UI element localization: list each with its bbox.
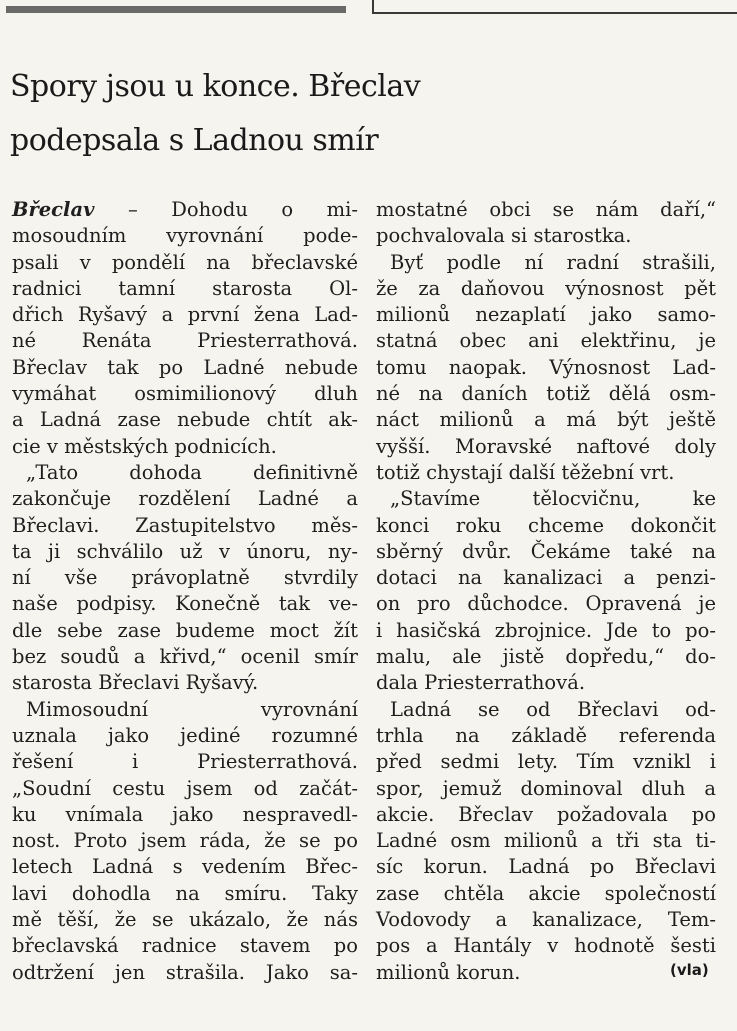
text-line: cie v městských podnicích. [12, 434, 277, 458]
text-line: Mimosoudní vyrovnání [26, 697, 358, 721]
text-line: uznala jako jediné rozumné [12, 723, 358, 747]
text-line: mosoudním vyrovnání pode- [12, 224, 358, 248]
text-line: ta ji schválilo už v únoru, ny- [12, 539, 358, 563]
text-line: letech Ladná s vedením Břec- [12, 855, 358, 879]
text-line: „Tato dohoda definitivně [26, 460, 358, 484]
text-line: vymáhat osmimilionový dluh [12, 382, 358, 406]
text-line: trhla na základě referenda [376, 723, 716, 747]
text-line: lavi dohodla na smíru. Taky [12, 881, 358, 905]
text-line: odtržení jen strašila. Jako sa- [12, 960, 358, 984]
text-line: dotaci na kanalizaci a penzi- [376, 566, 716, 590]
text-line: né na daních totiž dělá osm- [376, 382, 716, 406]
text-line: dala Priesterrathová. [376, 671, 586, 695]
text-line: Ladná se od Břeclavi od- [390, 697, 716, 721]
article-column-right [376, 197, 716, 986]
text-line: sběrný dvůr. Čekáme také na [376, 539, 716, 563]
text-line: Byť podle ní radní strašili, [390, 250, 716, 274]
text-line: Břeclavi. Zastupitelstvo měs- [12, 513, 358, 537]
article-column-left [12, 197, 358, 986]
text-line [12, 197, 358, 223]
text-line: nost. Proto jsem ráda, že se po [12, 829, 358, 853]
text-line: bez soudů a křivd,“ ocenil smír [12, 645, 358, 669]
text-line: i hasičská zbrojnice. Jde to po- [376, 618, 716, 642]
text-line: řešení i Priesterrathová. [12, 750, 358, 774]
text-line: milionů korun. [376, 960, 521, 984]
text-line: tomu naopak. Výnosnost Lad- [376, 355, 716, 379]
text-line: Ladné osm milionů a tři sta ti- [376, 829, 716, 853]
top-rule [6, 6, 346, 13]
text-line: radnici tamní starosta Ol- [12, 276, 358, 300]
text-line: totiž chystají další těžební vrt. [376, 460, 675, 484]
text-line: ní vše právoplatně stvrdily [12, 566, 358, 590]
text-line: malu, ale jistě dopředu,“ do- [376, 645, 716, 669]
text-line: dřich Ryšavý a první žena Lad- [12, 303, 358, 327]
text-line: zakončuje rozdělení Ladné a [12, 487, 358, 511]
adjacent-article-frame [372, 0, 737, 14]
text-line: né Renáta Priesterrathová. [12, 329, 358, 353]
text-line: vyšší. Moravské naftové doly [376, 434, 716, 458]
text-line: naše podpisy. Konečně tak ve- [12, 592, 358, 616]
dateline: Břeclav [12, 198, 95, 221]
headline [10, 60, 730, 168]
text-line: psali v pondělí na břeclavské [12, 250, 358, 274]
text-line: akcie. Břeclav požadovala po [376, 802, 716, 826]
text-line: milionů nezaplatí jako samo- [376, 303, 716, 327]
text-line: „Soudní cestu jsem od začát- [12, 776, 358, 800]
text-line: dle sebe zase budeme moct žít [12, 618, 358, 642]
text-line: síc korun. Ladná po Břeclavi [376, 855, 716, 879]
text-line: „Stavíme tělocvičnu, ke [390, 487, 716, 511]
text-line: Vodovody a kanalizace, Tem- [376, 908, 716, 932]
text-line: před sedmi lety. Tím vznikl i [376, 750, 716, 774]
text-line: on pro důchodce. Opravená je [376, 592, 716, 616]
text-line: a Ladná zase nebude chtít ak- [12, 408, 358, 432]
text-line: konci roku chceme dokončit [376, 513, 716, 537]
headline-line: podepsala s Ladnou smír [10, 123, 379, 158]
text-line: mě těší, že se ukázalo, že nás [12, 908, 358, 932]
text-line: starosta Břeclavi Ryšavý. [12, 671, 259, 695]
text-line: zase chtěla akcie společností [376, 881, 716, 905]
text-line: mostatné obci se nám daří,“ [376, 198, 716, 221]
text-line: Břeclav tak po Ladné nebude [12, 355, 358, 379]
text-line: břeclavská radnice stavem po [12, 934, 358, 958]
text-line: spor, jemuž dominoval dluh a [376, 776, 716, 800]
text-line: ku vnímala jako nespravedl- [12, 802, 358, 826]
byline: (vla) [670, 961, 709, 979]
text-line: náct milionů a má být ještě [376, 408, 716, 432]
text-line-content: – Dohodu o mi- [127, 198, 358, 221]
text-line: pos a Hantály v hodnotě šesti [376, 934, 716, 958]
column-gutter [362, 197, 363, 987]
text-line: statná obec ani elektřinu, je [376, 329, 716, 353]
text-line: pochvalovala si starostka. [376, 224, 632, 248]
headline-line: Spory jsou u konce. Břeclav [10, 69, 421, 104]
text-line: že za daňovou výnosnost pět [376, 276, 716, 300]
